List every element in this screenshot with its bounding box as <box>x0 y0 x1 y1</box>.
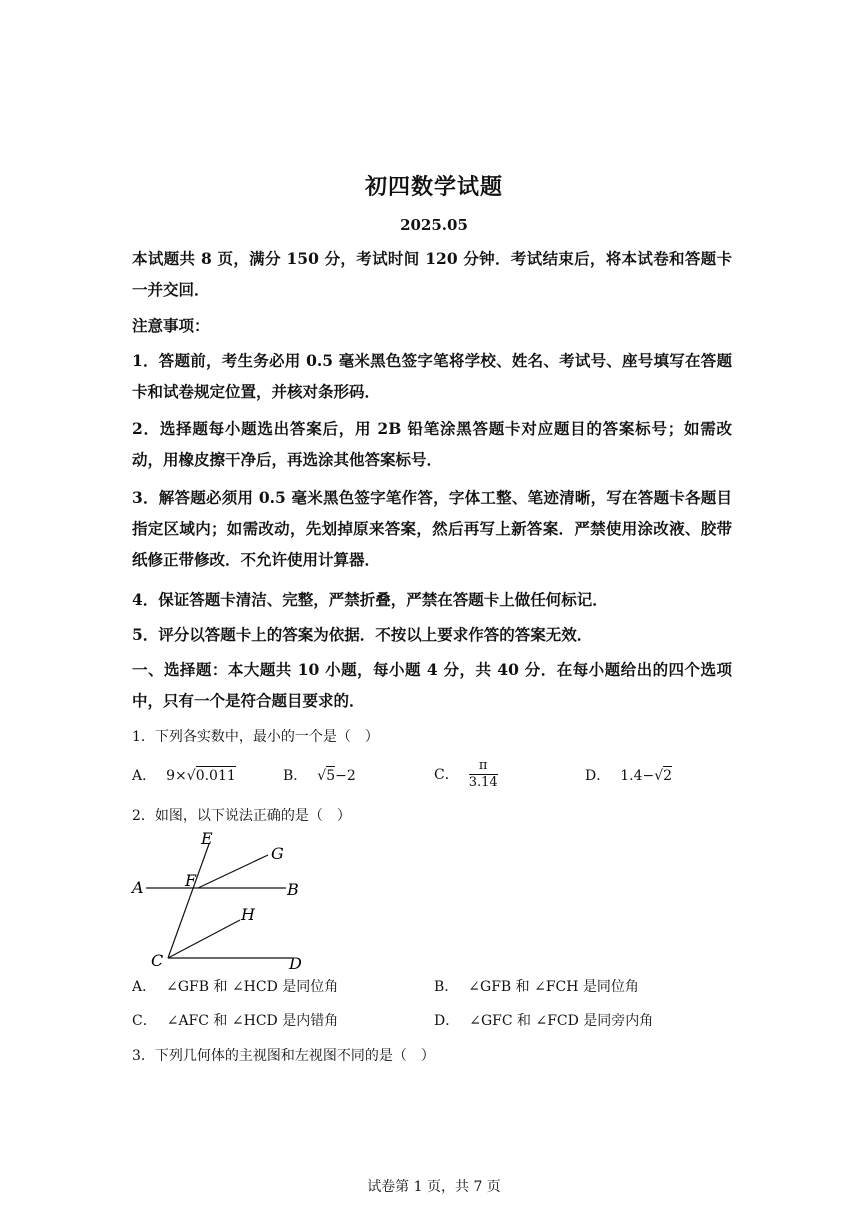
radicand: 2 <box>663 768 673 784</box>
notice-1: 1．答题前，考生务必用 0.5 毫米黑色签字笔将学校、姓名、考试号、座号填写在答题卡和试卷规定位置，并核对条形码． <box>132 351 732 401</box>
notice-4: 4．保证答题卡清洁、完整，严禁折叠，严禁在答题卡上做任何标记． <box>132 590 608 609</box>
option-label: B． <box>434 979 459 995</box>
question-2-stem: 2．如图，以下说法正确的是（ ） <box>132 808 351 824</box>
q2-option-c[interactable] <box>132 1011 338 1031</box>
option-text: ∠GFB 和 ∠HCD 是同位角 <box>166 979 339 995</box>
label-h: H <box>241 905 255 924</box>
exam-date: 2025.05 <box>400 216 468 234</box>
section-heading: 一、选择题：本大题共 10 小题，每小题 4 分，共 40 分．在每小题给出的四个选项中，只有一个是符合题目要求的． <box>132 660 732 710</box>
option-label: D． <box>585 768 611 784</box>
option-label: A． <box>132 979 157 995</box>
page-title: 初四数学试题 <box>364 174 503 200</box>
q2-option-a[interactable] <box>132 977 338 997</box>
q2-figure <box>128 828 318 973</box>
line-ch <box>168 920 240 958</box>
label-e: E <box>201 829 213 848</box>
label-c: C <box>151 951 164 970</box>
radical: √ <box>186 768 196 784</box>
page-footer: 试卷第 1 页，共 7 页 <box>367 1179 501 1195</box>
option-text: ∠GFB 和 ∠FCH 是同位角 <box>468 979 639 995</box>
q2-option-b[interactable] <box>434 977 639 997</box>
option-label: A． <box>132 768 157 784</box>
notice-5: 5．评分以答题卡上的答案为依据．不按以上要求作答的答案无效． <box>132 625 593 644</box>
option-label: C． <box>132 1013 157 1029</box>
notice-2: 2．选择题每小题选出答案后，用 2B 铅笔涂黑答题卡对应题目的答案标号；如需改动，用橡皮擦干净后，再选涂其他答案标号． <box>132 419 732 469</box>
label-g: G <box>271 844 284 863</box>
q1-option-b[interactable]: B． √5−2 <box>283 768 356 784</box>
option-label: C． <box>434 766 459 783</box>
q2-option-d[interactable] <box>434 1011 653 1031</box>
radicand: 0.011 <box>195 768 236 784</box>
label-d: D <box>289 954 302 973</box>
notice-3: 3．解答题必须用 0.5 毫米黑色签字笔作答，字体工整、笔迹清晰，写在答题卡各题目指定区域内；如需改动，先划掉原来答案，然后再写上新答案．严禁使用涂改液、胶带纸修正带修改．不允许使用计算器． <box>132 488 732 569</box>
radical: √ <box>654 768 664 784</box>
line-ce <box>168 844 209 958</box>
label-f: F <box>185 871 197 890</box>
option-label: D． <box>434 1013 460 1029</box>
fraction: $\frac{\pi}{3.14}$ <box>468 758 498 790</box>
option-text: ∠GFC 和 ∠FCD 是同旁内角 <box>469 1013 654 1029</box>
label-a: A <box>132 878 144 897</box>
question-1-stem: 1．下列各实数中，最小的一个是（ ） <box>132 729 379 745</box>
q1-option-a[interactable]: A． 9×√0.011 <box>132 768 236 784</box>
label-b: B <box>287 880 299 899</box>
question-3-stem: 3．下列几何体的主视图和左视图不同的是（ ） <box>132 1048 435 1064</box>
radical: √ <box>317 768 327 784</box>
notice-title: 注意事项： <box>132 316 210 335</box>
intro-text: 本试题共 8 页，满分 150 分，考试时间 120 分钟．考试结束后，将本试卷和答题卡一并交回． <box>132 249 732 299</box>
q1-option-d[interactable]: D． 1.4−√2 <box>585 768 673 784</box>
option-label: B． <box>283 768 308 784</box>
line-fg <box>198 855 268 888</box>
option-text: ∠AFC 和 ∠HCD 是内错角 <box>166 1013 339 1029</box>
radicand: 5 <box>326 768 336 784</box>
q1-option-c[interactable] <box>434 758 498 791</box>
